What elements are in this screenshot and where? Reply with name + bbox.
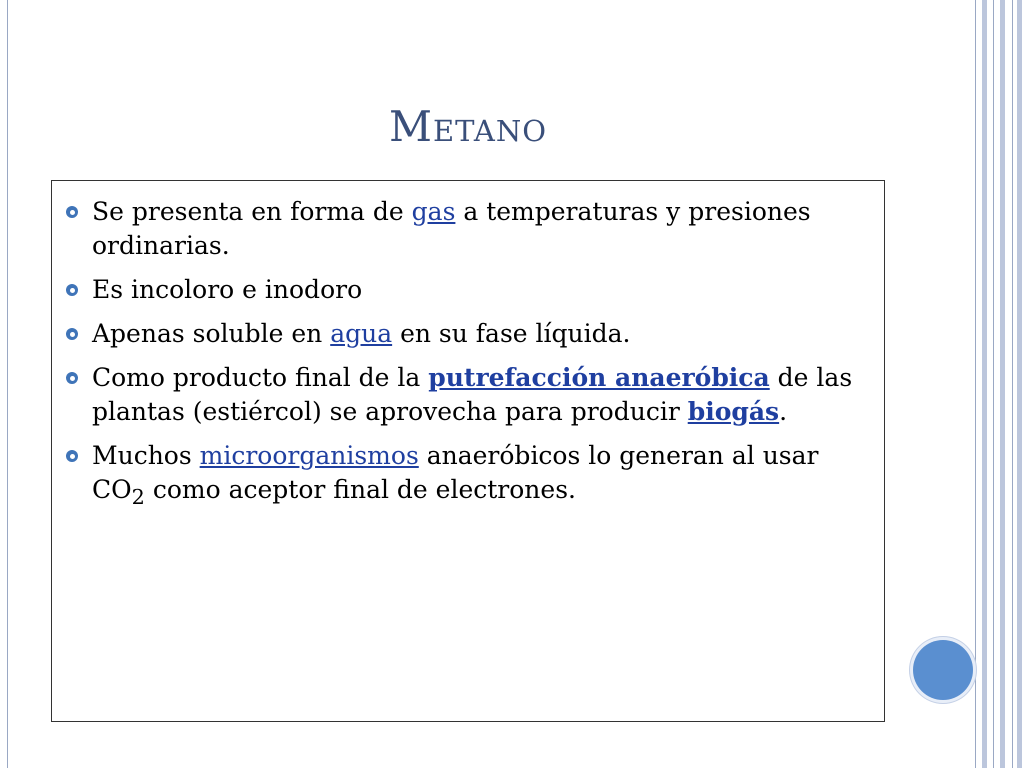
bullet-text: Muchos: [92, 441, 200, 470]
bullet-text: Como producto final de la: [92, 363, 429, 392]
bullet-text: Apenas soluble en: [92, 319, 331, 348]
ring-bullet-icon: [66, 372, 78, 384]
bullet-item: [66, 317, 864, 351]
bullet-item: [66, 439, 864, 514]
ring-bullet-icon: [66, 284, 78, 296]
bullet-text: Es incoloro e inodoro: [92, 275, 363, 304]
decorative-circle: [913, 640, 973, 700]
link-putrefaccion-anaerobica[interactable]: putrefacción anaeróbica: [428, 363, 770, 392]
right-border-line: [1012, 0, 1013, 768]
link-agua[interactable]: agua: [330, 319, 393, 348]
right-border-band: [1017, 0, 1022, 768]
ring-bullet-icon: [66, 328, 78, 340]
slide-title: Metano: [388, 102, 548, 151]
bullet-text: Se presenta en forma de: [92, 197, 412, 226]
bullet-text: anaeróbicos lo generan al usar CO: [92, 441, 819, 504]
subscript-2: 2: [131, 485, 145, 509]
bullet-text: de las plantas (estiércol) se aprovecha para producir: [92, 363, 853, 426]
right-border-line: [975, 0, 976, 768]
bullet-item: [66, 195, 864, 263]
bullet-text: como aceptor final de electrones.: [144, 475, 576, 504]
bullet-item: [66, 361, 864, 429]
bullet-text: .: [779, 397, 788, 426]
bullet-list: [52, 181, 884, 514]
link-biogas[interactable]: biogás: [687, 397, 780, 426]
ring-bullet-icon: [66, 450, 78, 462]
content-box: [51, 180, 885, 722]
right-border-band: [1000, 0, 1005, 768]
bullet-text: en su fase líquida.: [392, 319, 631, 348]
right-border-line: [993, 0, 994, 768]
ring-bullet-icon: [66, 206, 78, 218]
bullet-item: [66, 273, 864, 307]
bullet-text: a temperaturas y presiones ordinarias.: [92, 197, 811, 260]
link-microorganismos[interactable]: microorganismos: [199, 441, 419, 470]
link-gas[interactable]: gas: [411, 197, 456, 226]
right-border-band: [982, 0, 987, 768]
